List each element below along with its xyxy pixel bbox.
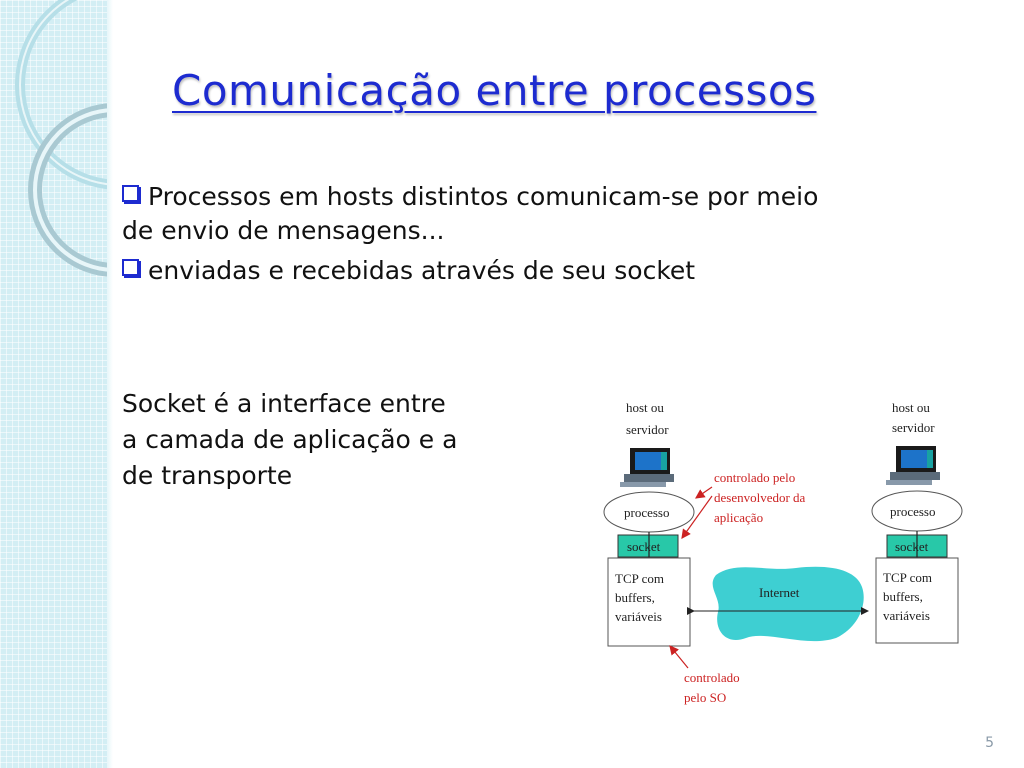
developer-note-line: controlado pelo <box>714 470 796 485</box>
internet-label: Internet <box>759 585 800 600</box>
left-process-label: processo <box>624 505 670 520</box>
socket-description <box>122 386 562 494</box>
computer-icon <box>620 448 674 487</box>
developer-annotation <box>714 470 806 525</box>
bullet-item <box>122 180 1002 248</box>
os-note-line: pelo SO <box>684 690 727 705</box>
left-host-label: host ou <box>626 400 664 415</box>
checkbox-bullet-icon <box>122 185 139 202</box>
left-socket-label: socket <box>627 539 661 554</box>
bullet-text: Processos em hosts distintos comunicam-se por meio <box>148 182 819 211</box>
right-host-label: servidor <box>892 420 935 435</box>
side-decoration <box>0 0 113 768</box>
bullet-text: enviadas e recebidas através de seu socket <box>148 256 696 285</box>
right-socket-label: socket <box>895 539 929 554</box>
checkbox-bullet-icon <box>122 259 139 276</box>
computer-icon <box>886 446 940 485</box>
right-tcp-label: buffers, <box>883 589 923 604</box>
right-host-label: host ou <box>892 400 930 415</box>
right-tcp-label: variáveis <box>883 608 930 623</box>
socket-description-line: a camada de aplicação e a <box>122 425 458 454</box>
bullet-list <box>122 180 1002 294</box>
bullet-item <box>122 254 1002 288</box>
decorative-circles <box>0 0 113 768</box>
developer-note-line: desenvolvedor da <box>714 490 806 505</box>
right-tcp-label: TCP com <box>883 570 932 585</box>
slide-title: Comunicação entre processos <box>172 66 817 115</box>
left-tcp-label: buffers, <box>615 590 655 605</box>
os-note-line: controlado <box>684 670 740 685</box>
left-tcp-label: TCP com <box>615 571 664 586</box>
developer-note-line: aplicação <box>714 510 764 525</box>
socket-description-line: Socket é a interface entre <box>122 389 446 418</box>
internet-cloud <box>713 567 864 641</box>
os-annotation <box>684 670 740 705</box>
socket-diagram <box>596 392 986 712</box>
bullet-text-continued: de envio de mensagens... <box>122 216 445 245</box>
slide-number: 5 <box>985 735 994 751</box>
socket-description-line: de transporte <box>122 461 293 490</box>
right-process-label: processo <box>890 504 936 519</box>
left-host-label: servidor <box>626 422 669 437</box>
left-tcp-label: variáveis <box>615 609 662 624</box>
